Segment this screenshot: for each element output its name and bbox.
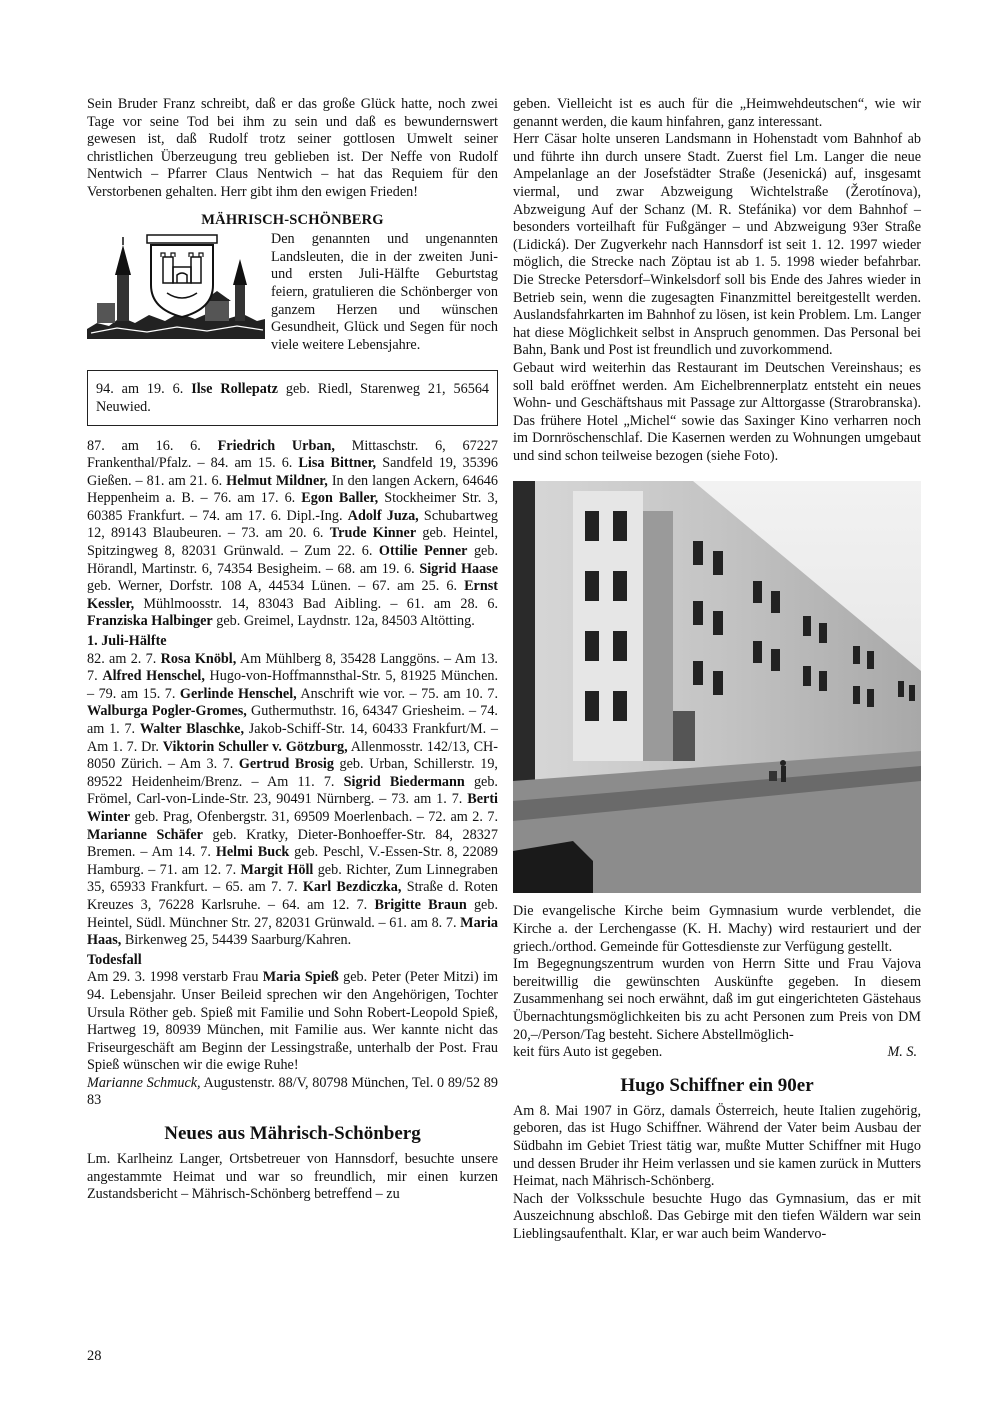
town-heading: MÄHRISCH-SCHÖNBERG xyxy=(201,211,384,228)
person-name: Gertrud Brosig xyxy=(238,756,334,773)
entry-text: 82. am 2. 7. xyxy=(87,650,161,667)
entry-text: Mittaschstr. 6, 67227 Frankenthal/Pfalz. – 84. am 15. 6. xyxy=(87,437,498,472)
author-signature: M. S. xyxy=(887,1044,917,1061)
signature-line xyxy=(513,1044,921,1062)
person-name: Sigrid Biedermann xyxy=(343,773,465,790)
person-name: Berti Winter xyxy=(87,791,498,825)
person-name: Adolf Juza, xyxy=(347,507,419,524)
barracks-photo xyxy=(513,481,921,893)
report-paragraph-5: Im Begegnungszentrum wurden von Herrn Sitte und Frau Vajova bereitwillig die gewünschten Auskünfte gegeben. In diesem Zusammenhang sei noch erwähnt, daß im gut eingerichteten Gästehaus Übernachtungsmöglichkeiten bis zu acht Personen zum Preis von DM 20,–/Person/Tag besteht. Sichere Abstellmöglich- xyxy=(513,956,921,1043)
entry-text: Straße d. Roten Kreuzes 3, 76228 Karlsruhe. – 64. am 12. 7. xyxy=(87,879,498,913)
left-column xyxy=(87,96,498,1204)
report-paragraph-4: Die evangelische Kirche beim Gymnasium wurde verblendet, die Kirche a. der Lerchengasse (K. H. Machy) wird restauriert und der griech./orthod. Gemeinde für Gottesdienste zur Verfügung gestellt. xyxy=(513,903,921,955)
entry-text: geb. Kratky, Dieter-Bonhoeffer-Str. 84, 28327 Bremen. – Am 14. 7. xyxy=(87,826,498,861)
town-crest-illustration xyxy=(87,233,265,339)
person-name: Maria Haas, xyxy=(87,914,498,949)
july-birthdays xyxy=(87,651,498,950)
person-name: Sigrid Haase xyxy=(419,560,498,577)
entry-text: geb. Hörandl, Martinstr. 6, 74354 Besigheim. – 68. am 19. 6. xyxy=(87,543,498,577)
person-name: Gerlinde Henschel, xyxy=(179,685,297,702)
death-notice xyxy=(87,969,498,1075)
person-name: Maria Spieß xyxy=(262,969,339,986)
person-name: Walter Blaschke, xyxy=(139,721,245,737)
greeting-paragraph: Den genannten und ungenannten Landsleuten, die in der zweiten Juni- und ersten Juli-Hälfte Geburtstag feiern, gratulieren die Schönberger von ganzem Herzen und wünschen Gesundheit, Glück und Segen für noch viele weitere Lebensjahre. xyxy=(271,231,498,353)
person-name: Margit Höll xyxy=(240,861,314,878)
person-name: Lisa Bittner, xyxy=(298,455,377,472)
person-name: Trude Kinner xyxy=(329,525,417,542)
entry-text: 87. am 16. 6. xyxy=(87,437,218,454)
entry-text: In den langen Ackern, 64646 Heppenheim a. B. – 76. am 17. 6. xyxy=(87,472,498,507)
person-name: Egon Baller, xyxy=(301,490,379,507)
author-address: Augustenstr. 88/V, 80798 München, Tel. 0 89/52 89 83 xyxy=(87,1074,498,1109)
report-paragraph-2: Herr Cäsar holte unseren Landsmann in Hohenstadt vom Bahnhof ab und führte ihn durch unsere Stadt. Zuerst fiel Lm. Langer die neue Ampelanlage an der Josefstädter Straße (Jesenická) auf, insgesamt viermal, und zwar Abzweigung Wichtelstraße (Žerotínova), Abzweigung Auf der Schanz (M. R. Stefánika) vor dem Bahnhof – besonders vorteilhaft für Fußgänger – und Abzweigung 93er Straße (Lidická). Der Zugverkehr nach Hannsdorf ist seit 1. 12. 1997 wieder möglich, die Strecke nach Zöptau ist ab 1. 5. 1998 wieder befahrbar. Die Strecke Petersdorf–Winkelsdorf soll bis Ende des Jahres wieder in Betrieb sein, wenn die zugesagten Finanzmittel bereitgestellt werden. Auslandsfahrkarten im Bahnhof zu lösen, ist kein Problem. Lm. Langer hat diese Möglichkeit selbst in Anspruch genommen. Das Personal bei Bahn, Bank und Post ist freundlich und zuvorkommend. xyxy=(513,131,921,359)
entry-text: geb. Urban, Schillerstr. 19, 89522 Heidenheim/Brenz. – Am 11. 7. xyxy=(87,756,498,790)
entry-text: Am Mühlberg 8, 35428 Langgöns. – Am 13. 7. xyxy=(87,650,498,685)
entry-text: geb. Heintel, Südl. Münchner Str. 27, 82031 Grünwald. – 61. am 8. 7. xyxy=(87,896,498,931)
entry-text: geb. Werner, Dorfstr. 108 A, 44534 Lünen. – 67. am 25. 6. xyxy=(87,578,465,595)
hugo-paragraph-1: Am 8. Mai 1907 in Görz, damals Österreich, heute Italien zugehörig, geboren, das ist Hugo Schiffner. Während der Vater beim Ausbau der Südbahn im Gebiet Triest tätig war, mußte Mutter Schiffner mit Hugo und dessen Bruder ihr Heim verlassen und sie kamen zurück in Mutters Heimat, nach Mährisch-Schönberg. xyxy=(513,1102,921,1190)
entry-text: geb. Prag, Ofenbergstr. 31, 69509 Moerlenbach. – 72. am 2. 7. xyxy=(130,808,498,825)
intro-paragraph: Sein Bruder Franz schreibt, daß er das große Glück hatte, noch zwei Tage vor seine Tod bei ihm zu sein und daß es bewundernswert gewesen ist, daß Rudolf trotz seiner gottlosen Umwelt seiner christlichen Überzeugung treu geblieben ist. Der Neffe von Rudolf Nentwich – Pfarrer Claus Nentwich – hat das Requiem für den Verstorbenen gehalten. Herr gibt ihm den ewigen Frieden! xyxy=(87,96,498,200)
entry-text: geb. Greimel, Laydnstr. 12a, 84503 Altötting. xyxy=(212,613,475,630)
person-name: Ernst Kessler, xyxy=(87,578,498,612)
author-name: Marianne Schmuck, xyxy=(87,1074,201,1091)
entry-text: Birkenweg 25, 54439 Saarburg/Kahren. xyxy=(121,932,352,949)
entry-text: Jakob-Schiff-Str. 14, 60433 Frankfurt/M. – Am 1. 7. Dr. xyxy=(87,721,498,755)
person-name: Brigitte Braun xyxy=(374,896,467,913)
person-name: Ilse Rollepatz xyxy=(191,381,278,398)
entry-text: Anschrift wie vor. – 75. am 10. 7. xyxy=(296,685,499,702)
person-name: Viktorin Schuller v. Götzburg, xyxy=(162,738,348,755)
author-line xyxy=(87,1075,498,1110)
person-name: Alfred Henschel, xyxy=(102,668,205,685)
highlight-birthday-text: 94. am 19. 6. Ilse Rollepatz geb. Riedl, Starenweg 21, 56564 Neuwied. xyxy=(96,381,490,415)
page-number: 28 xyxy=(87,1348,102,1364)
right-column xyxy=(513,96,921,1244)
hugo-paragraph-2: Nach der Volksschule besuchte Hugo das Gymnasium, das er mit Auszeichnung abschloß. Das Gebirge mit den tiefen Wäldern war sein Lieblingsaufenthalt. Klar, er war auch beim Wandervo- xyxy=(513,1190,921,1242)
entry-text: geb. Frömel, Carl-von-Linde-Str. 23, 90491 Nürnberg. – 73. am 1. 7. xyxy=(87,773,498,808)
entry-text: Allenmosstr. 142/13, CH-8050 Zürich. – Am 3. 7. xyxy=(87,738,498,773)
entry-text: geb. Richter, Zum Linnegraben 35, 65933 Frankfurt. – 65. am 7. 7. xyxy=(87,861,498,896)
highlight-birthday-box xyxy=(87,370,498,425)
entry-text: geb. Peter (Peter Mitzi) im 94. Lebensjahr. Unser Beileid sprechen wir den Angehörigen, Tochter Ursula Röther geb. Spieß mit Familie und Sohn Robert-Leopold Spieß, Hartweg 19, 80939 München, mit Familie aus. Wer kannte nicht das Friseurgeschäft am Beginn der Lessingstraße, unterhalb der Post. Frau Spieß wünschen wir die ewige Ruhe! xyxy=(87,969,499,1074)
person-name: Helmut Mildner, xyxy=(226,472,328,489)
entry-text: Hugo-von-Hoffmannsthal-Str. 5, 81925 München. – 79. am 15. 7. xyxy=(87,668,499,702)
entry-text: Am 29. 3. 1998 verstarb Frau xyxy=(87,969,263,986)
person-name: Marianne Schäfer xyxy=(87,826,203,843)
death-heading: Todesfall xyxy=(87,951,142,968)
entry-text: Guthermuthstr. 16, 64347 Griesheim. – 74. am 1. 7. xyxy=(87,703,498,737)
news-heading: Neues aus Mährisch-Schönberg xyxy=(164,1123,421,1145)
entry-text: geb. Peschl, V.-Essen-Str. 8, 22089 Hamburg. – 71. am 12. 7. xyxy=(87,844,498,878)
person-name: Helmi Buck xyxy=(215,844,290,861)
report-paragraph-3: Gebaut wird weiterhin das Restaurant im Deutschen Vereinshaus; es soll bald eröffnet werden. Am Eichelbrennerplatz entsteht ein neues Wohn- und Geschäftshaus mit Passage zur Alttorgasse (Strarobranska). Das frühere Hotel „Michel“ sowie das Saxinger Kino verharren noch im Dornröschenschlaf. Die Kasernen werden zu Wohnungen umgebaut und sind schon teilweise bezogen (siehe Foto). xyxy=(513,359,921,464)
person-name: Rosa Knöbl, xyxy=(160,650,237,667)
entry-text: Stockheimer Str. 3, 60385 Frankfurt. – 74. am 17. 6. Dipl.-Ing. xyxy=(87,490,498,524)
entry-text: Sandfeld 19, 35396 Gießen. – 81. am 21. 6. xyxy=(87,455,498,489)
person-name: Franziska Halbinger xyxy=(87,613,213,630)
hugo-heading: Hugo Schiffner ein 90er xyxy=(620,1074,814,1096)
report-paragraph-1: geben. Vielleicht ist es auch für die „Heimwehdeutschen“, wie wir genannt werden, die kaum hinfahren, ganz interessant. xyxy=(513,96,921,130)
entry-text: Schubartweg 12, 89143 Blaubeuren. – 73. am 20. 6. xyxy=(87,507,499,542)
person-name: Karl Bezdiczka, xyxy=(302,879,402,896)
greeting-block xyxy=(87,231,498,354)
entry-text: geb. Heintel, Spitzingweg 8, 82031 Grünwald. – Zum 22. 6. xyxy=(87,525,499,560)
june-birthdays xyxy=(87,438,498,632)
person-name: Walburga Pogler-Gromes, xyxy=(87,703,247,720)
news-paragraph: Lm. Karlheinz Langer, Ortsbetreuer von Hannsdorf, besuchte unsere angestammte Heimat und war so freundlich, mir einen kurzen Zustandsbericht – Mährisch-Schönberg betreffend – zu xyxy=(87,1151,498,1203)
report-paragraph-5-end: keit fürs Auto ist gegeben. xyxy=(513,1044,663,1061)
july-heading: 1. Juli-Hälfte xyxy=(87,633,167,650)
person-name: Friedrich Urban, xyxy=(217,437,335,454)
entry-text: Mühlmoosstr. 14, 83043 Bad Aibling. – 61. am 28. 6. xyxy=(134,595,498,612)
person-name: Ottilie Penner xyxy=(378,543,468,560)
